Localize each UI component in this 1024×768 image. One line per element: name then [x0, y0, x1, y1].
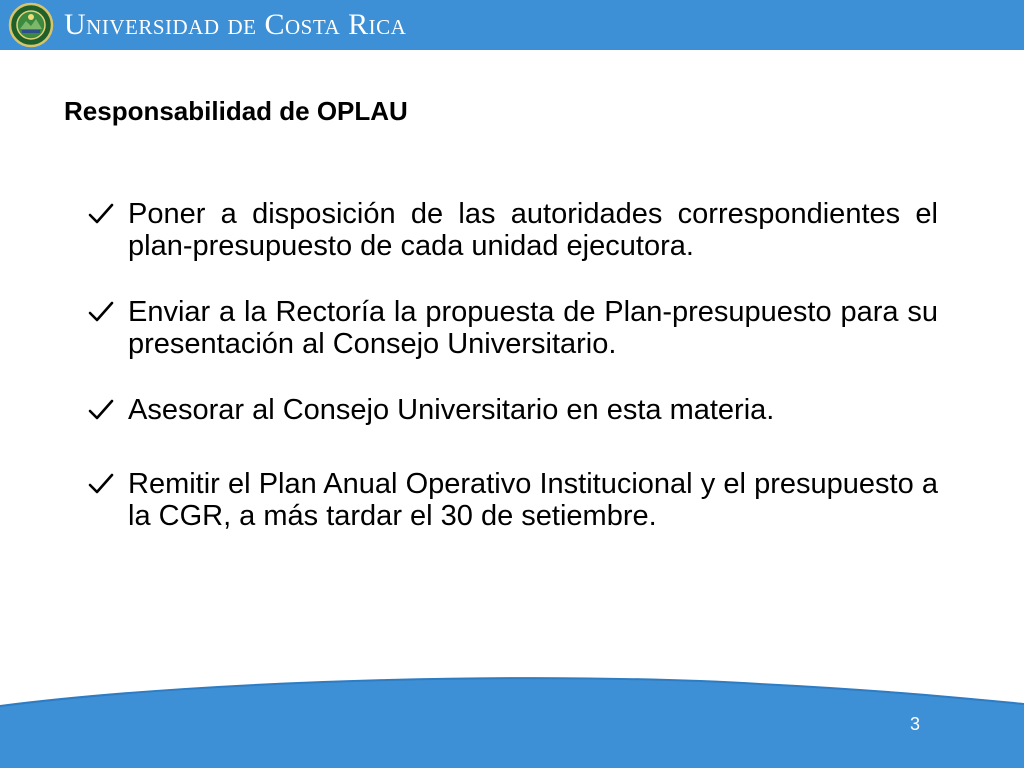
- bullet-item: [86, 468, 938, 532]
- bullet-text: Poner a disposición de las autoridades correspondientes el plan-presupuesto de cada unidad ejecutora.: [128, 198, 938, 262]
- bullet-text: Asesorar al Consejo Universitario en esta materia.: [128, 394, 775, 426]
- university-seal-icon: [8, 2, 54, 48]
- bullet-item: [86, 198, 938, 262]
- bullet-list: [86, 198, 938, 566]
- checkmark-icon: [88, 472, 114, 496]
- page-number: 3: [909, 714, 920, 734]
- footer-wave: [0, 676, 1024, 768]
- checkmark-icon: [88, 202, 114, 226]
- slide-title: Responsabilidad de OPLAU: [64, 96, 408, 126]
- bullet-text: Enviar a la Rectoría la propuesta de Plan-presupuesto para su presentación al Consejo Universitario.: [128, 296, 938, 360]
- university-name: Universidad de Costa Rica: [64, 8, 407, 41]
- checkmark-icon: [88, 398, 114, 422]
- bullet-text: Remitir el Plan Anual Operativo Institucional y el presupuesto a la CGR, a más tardar el 30 de setiembre.: [128, 468, 938, 532]
- checkmark-icon: [88, 300, 114, 324]
- bullet-item: [86, 296, 938, 360]
- bullet-item: [86, 394, 938, 426]
- header-bar: [0, 0, 1024, 50]
